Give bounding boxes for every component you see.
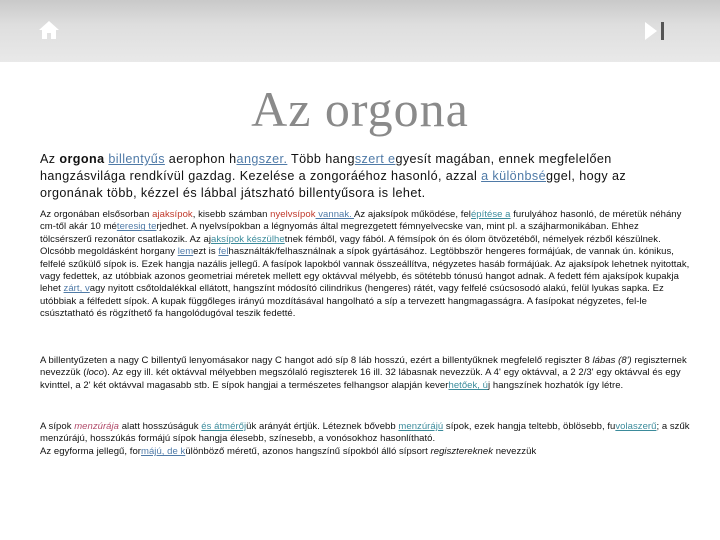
link-volaszeru[interactable]: volaszerű <box>615 421 657 432</box>
term-menzuraja: menzúrája <box>74 421 120 432</box>
link-teresig[interactable]: teresig te <box>116 221 157 233</box>
text: ezt is <box>193 246 219 258</box>
text: rjedhet. A nyelvsípokban a légnyomás által megrezgetett fémnyelvecske van, mint pl. a szájharmonikában. Ehhez tölcsérszerű rezonátor csatlakozik. Az aj <box>40 221 639 245</box>
link-epitese[interactable]: építése a <box>470 209 511 220</box>
text: aerophon <box>164 152 230 166</box>
link-atmeroj[interactable]: és átmérőj <box>201 421 247 432</box>
link-zart[interactable]: zárt, v <box>63 283 90 295</box>
text: furulyához hasonló, de méretük néhány cm-től akár 10 mé <box>40 209 682 233</box>
text: ggel, hogy az orgonának több, kézzel és lábbal játszható billentyűsora is lehet. <box>40 169 627 200</box>
paragraph-sipok <box>40 209 692 321</box>
text: nevezzük <box>493 445 537 457</box>
bold-term: orgona <box>59 152 105 166</box>
text: Az egyforma jellegű, for <box>40 445 141 457</box>
text: regiszternek nevezzük ( <box>40 355 687 379</box>
italic-term: lábas (8') <box>592 355 632 366</box>
paragraph-regiszter <box>40 355 692 392</box>
text: használták/felhasználnak a sípok gyártásához. Legtöbbször hengeres formájúak, de vannak ún. kónikus, felfelé szűkülő sípok is. Ezek hangja nazális jellegű. A fasípok lapokból vannak összeállítva, négyzetes hasáb formájúak. Az ajaksípok lehetnek nyitottak, vagy fedettek, az utóbbiak azonos geometriai méretek mellett egy oktávval mélyebb, és sötétebb tónusú hangot adnak. A fedett fém ajaksípok kupakja lehet <box>40 246 690 295</box>
text: ; a szűk menzúrájú, hosszúkás formájú sípok hangja élesebb, színesebb, a vonósokhoz hasonlítható. <box>40 421 690 445</box>
link-hangszer[interactable]: angszer. <box>236 152 288 166</box>
top-navigation-bar <box>0 0 720 62</box>
link-hetoek[interactable]: hetőek, ú <box>448 379 489 391</box>
italic-term: loco <box>86 367 105 379</box>
text: tnek fémből, vagy fából. A fémsípok ón és ólom ötvözetéből, némelyek rézből készülnek. Olcsóbb megoldásként horgany <box>40 233 661 258</box>
text: h <box>229 152 237 166</box>
link-maju[interactable]: májú, de k <box>141 445 186 457</box>
text: , kisebb számban <box>192 209 271 220</box>
text: Több hang <box>287 152 355 166</box>
intro-paragraph <box>40 151 690 202</box>
home-icon[interactable] <box>38 20 60 40</box>
text: Az <box>40 152 60 166</box>
skip-to-end-icon[interactable] <box>642 18 668 44</box>
link-kulonbse[interactable]: a különbsé <box>481 169 546 183</box>
text: ). Az egy ill. két oktávval mélyebben megszólaló regiszterek 16 ill. 32 lábasnak nevezzük. A 4' egy oktávval, a 2 2/3' egy oktávval és egy kvinttel, a 2' két oktávval magasabb stb. E sípok hangjai a természetes felhangsor alapján kever <box>40 367 681 391</box>
link-menzuraju[interactable]: menzúrájú <box>398 421 444 432</box>
term-ajaksipok: ajaksípok <box>152 209 193 220</box>
text: j hangszínek hozhatók így létre. <box>488 379 624 391</box>
link-fel[interactable]: fel <box>218 246 229 258</box>
link-aksipok[interactable]: aksípok készülhe <box>211 233 285 245</box>
text: A billentyűzeten a nagy C billentyű lenyomásakor nagy C hangot adó síp 8 láb hosszú, ezért a billentyűknek megfelelő regiszter 8 <box>40 355 593 366</box>
link-billentyus[interactable]: billentyűs <box>108 152 165 166</box>
link-szert[interactable]: szert e <box>354 152 396 166</box>
text: gyesít magában, ennek megfelelően hangzásvilága rendkívül gazdag. Kezelése a zongoráéhoz hasonló, azzal <box>40 152 612 183</box>
text: sípok, ezek hangja teltebb, öblösebb, fu <box>443 421 616 432</box>
link-lem[interactable]: lem <box>177 246 194 258</box>
text: A sípok <box>40 421 75 432</box>
page-title: Az orgona <box>251 81 469 137</box>
paragraph-menzura <box>40 421 692 458</box>
text: ülönböző méretű, azonos hangszínű sípokból álló sípsort <box>185 445 431 457</box>
italic-term: regisztereknek <box>430 445 494 457</box>
term-nyelvsipok: nyelvsípok <box>270 209 316 220</box>
text: Az ajaksípok működése, fel <box>354 209 471 220</box>
text: agy nyitott csőtoldalékkal ellátott, hangszínt módosító cilindrikus (hengeres) rátét, vagy felfelé csúcsosodó alakú, felül lyukas sapka. Ez utóbbiak a félfedett sípok. A kupak függőleges irányú mozdításával hangolható a síp a tervezett hangmagasságra. A fasípokat négyzetes, fel-le csúsztatható és rögzíthető fa hangolódugóval teszik fedetté. <box>40 283 664 320</box>
link-vannak[interactable]: vannak. <box>315 209 355 220</box>
text: Az orgonában elsősorban <box>40 209 153 220</box>
text: alatt hosszúságuk <box>119 421 202 432</box>
text: ük arányát értjük. Léteznek bővebb <box>246 421 399 432</box>
